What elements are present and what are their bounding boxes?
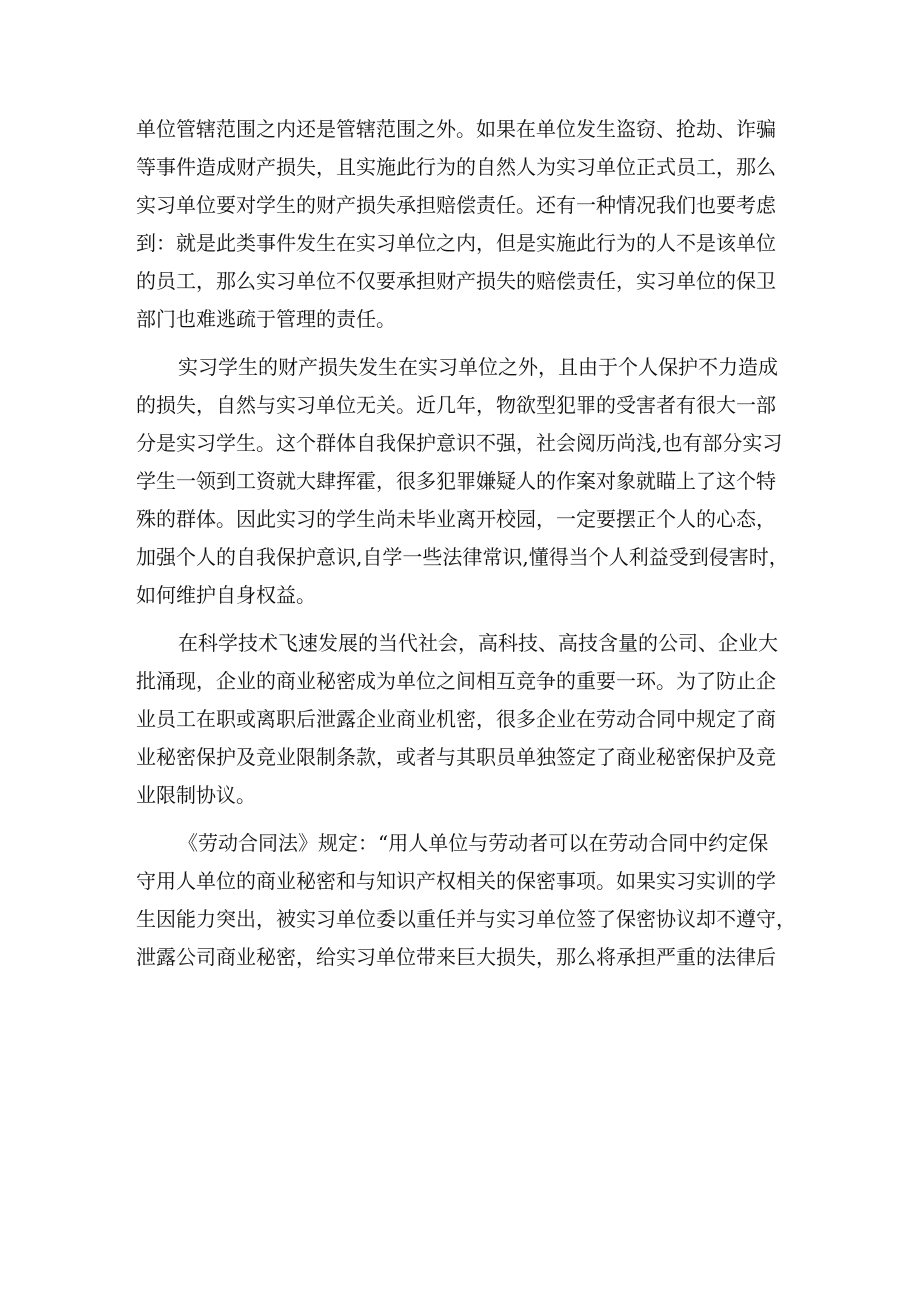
text-line: 在科学技术飞速发展的当代社会，高科技、高技含量的公司、企业大 — [178, 631, 778, 655]
document-body — [136, 110, 796, 976]
paragraph-spacer — [136, 338, 796, 348]
text-line: 泄露公司商业秘密，给实习单位带来巨大损失，那么将承担严重的法律后 — [136, 945, 776, 969]
text-line: 实习学生的财产损失发生在实习单位之外，且由于个人保护不力造成 — [178, 355, 778, 379]
text-line: 到：就是此类事件发生在实习单位之内，但是实施此行为的人不是该单位 — [136, 231, 776, 255]
text-line: 学生一领到工资就大肆挥霍，很多犯罪嫌疑人的作案对象就瞄上了这个特 — [136, 469, 776, 493]
text-line: 等事件造成财产损失，且实施此行为的自然人为实习单位正式员工，那么 — [136, 155, 776, 179]
text-line: 部门也难逃疏于管理的责任。 — [136, 307, 396, 331]
text-line: 的员工，那么实习单位不仅要承担财产损失的赔偿责任，实习单位的保卫 — [136, 269, 776, 293]
text-line: 业秘密保护及竞业限制条款，或者与其职员单独签定了商业秘密保护及竞 — [136, 745, 776, 769]
paragraph-spacer — [136, 614, 796, 624]
text-line: 殊的群体。因此实习的学生尚未毕业离开校园，一定要摆正个人的心态， — [136, 507, 776, 531]
text-line: 实习单位要对学生的财产损失承担赔偿责任。还有一种情况我们也要考虑 — [136, 193, 776, 217]
text-line: 业员工在职或离职后泄露企业商业机密，很多企业在劳动合同中规定了商 — [136, 707, 776, 731]
paragraph-2 — [136, 348, 796, 614]
paragraph-spacer — [136, 814, 796, 824]
paragraph-1 — [136, 110, 796, 338]
paragraph-3 — [136, 624, 796, 814]
text-line: 的损失，自然与实习单位无关。近几年，物欲型犯罪的受害者有很大一部 — [136, 393, 776, 417]
text-line: 如何维护自身权益。 — [136, 583, 316, 607]
text-line: 分是实习学生。这个群体自我保护意识不强，社会阅历尚浅,也有部分实习 — [136, 431, 783, 455]
text-line: 生因能力突出，被实习单位委以重任并与实习单位签了保密协议却不遵守， — [136, 907, 796, 931]
text-line: 批涌现，企业的商业秘密成为单位之间相互竞争的重要一环。为了防止企 — [136, 669, 776, 693]
text-line: 业限制协议。 — [136, 783, 256, 807]
text-line: 守用人单位的商业秘密和与知识产权相关的保密事项。如果实习实训的学 — [136, 869, 776, 893]
text-line: 《劳动合同法》规定：“用人单位与劳动者可以在劳动合同中约定保 — [178, 831, 769, 855]
paragraph-4 — [136, 824, 796, 976]
text-line: 加强个人的自我保护意识,自学一些法律常识,懂得当个人利益受到侵害时， — [136, 545, 789, 569]
text-line: 单位管辖范围之内还是管辖范围之外。如果在单位发生盗窃、抢劫、诈骗 — [136, 117, 776, 141]
